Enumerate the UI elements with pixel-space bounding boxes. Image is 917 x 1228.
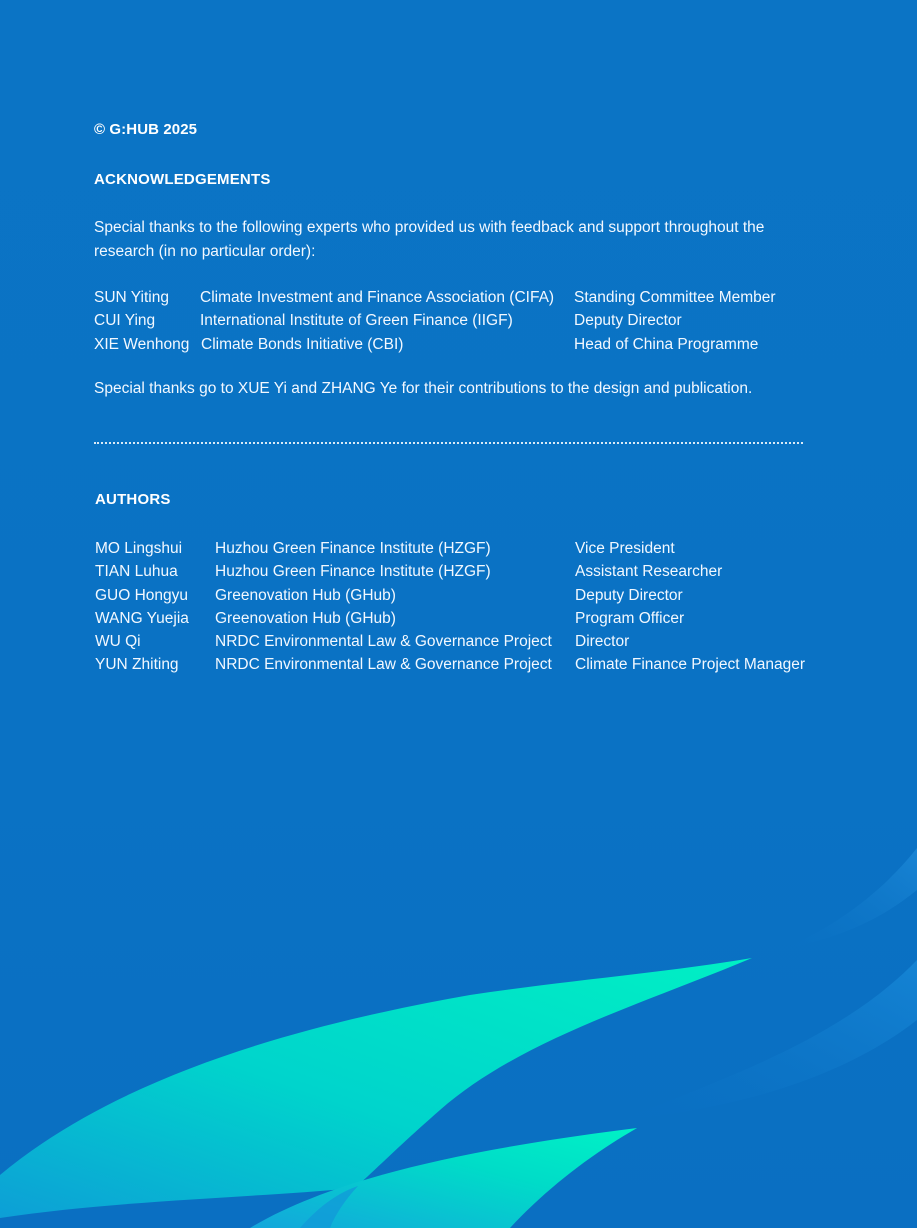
author-name: YUN Zhiting — [95, 656, 179, 674]
author-row — [95, 607, 815, 630]
author-name: WU Qi — [95, 633, 141, 651]
author-row — [95, 653, 815, 676]
author-row — [95, 537, 815, 560]
copyright-notice: © G:HUB 2025 — [94, 121, 198, 138]
light-blue-swoosh-upper — [780, 848, 917, 950]
author-organization: NRDC Environmental Law & Governance Project — [215, 633, 552, 651]
author-organization: Huzhou Green Finance Institute (HZGF) — [215, 563, 491, 581]
author-row — [95, 584, 815, 607]
expert-row — [94, 286, 814, 309]
author-role: Assistant Researcher — [575, 563, 723, 581]
expert-name: XIE Wenhong — [94, 335, 190, 353]
author-role: Climate Finance Project Manager — [575, 656, 806, 674]
expert-role: Standing Committee Member — [574, 289, 776, 306]
author-organization: NRDC Environmental Law & Governance Project — [215, 656, 552, 674]
expert-row — [94, 309, 814, 332]
author-organization: Huzhou Green Finance Institute (HZGF) — [215, 540, 491, 557]
dotted-divider — [94, 442, 803, 444]
expert-role: Head of China Programme — [574, 335, 759, 353]
author-organization: Greenovation Hub (GHub) — [215, 586, 396, 604]
expert-name: CUI Ying — [94, 312, 156, 330]
author-role: Deputy Director — [575, 586, 683, 604]
expert-organization: Climate Investment and Finance Association (CIFA) — [200, 289, 555, 306]
acknowledgements-heading: ACKNOWLEDGEMENTS — [94, 171, 271, 188]
acknowledgements-intro: Special thanks to the following experts who provided us with feedback and support throughout the research (in no particular order): — [94, 219, 765, 260]
expert-row — [94, 333, 814, 356]
expert-name: SUN Yiting — [94, 289, 169, 306]
design-thanks-note: Special thanks go to XUE Yi and ZHANG Ye for their contributions to the design and publication. — [94, 380, 753, 397]
author-row — [95, 560, 815, 583]
author-name: WANG Yuejia — [95, 609, 189, 627]
author-role: Program Officer — [575, 609, 685, 627]
author-organization: Greenovation Hub (GHub) — [215, 609, 396, 627]
expert-role: Deputy Director — [574, 312, 682, 330]
expert-organization: Climate Bonds Initiative (CBI) — [201, 335, 404, 353]
author-name: GUO Hongyu — [95, 586, 189, 604]
expert-organization: International Institute of Green Finance (IIGF) — [200, 312, 513, 330]
decorative-wave-shapes — [0, 820, 917, 1228]
authors-list — [95, 537, 815, 677]
author-name: TIAN Luhua — [95, 563, 178, 581]
authors-heading: AUTHORS — [95, 491, 171, 508]
author-name: MO Lingshui — [95, 540, 183, 557]
author-role: Vice President — [575, 540, 675, 557]
experts-list — [94, 286, 814, 356]
author-role: Director — [575, 633, 630, 651]
author-row — [95, 630, 815, 653]
